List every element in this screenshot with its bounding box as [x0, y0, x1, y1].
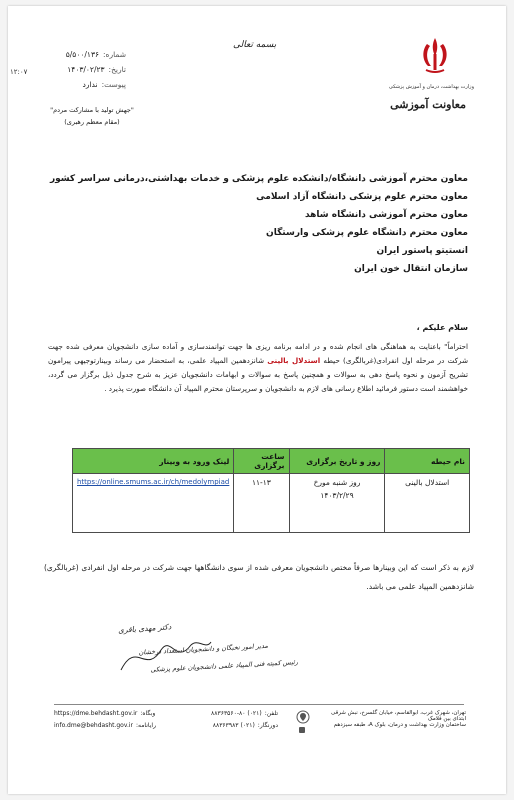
- table-row: [73, 474, 470, 533]
- cell-link: [73, 474, 234, 533]
- email-label: رایانامه:: [135, 722, 156, 729]
- website-value[interactable]: https://dme.behdasht.gov.ir: [54, 710, 138, 717]
- webinar-link[interactable]: https://online.smums.ac.ir/ch/medolympiad: [77, 478, 230, 486]
- location-icon: [296, 710, 310, 724]
- logo-title: معاونت آموزشی: [390, 98, 466, 111]
- header-link: لینک ورود به وبینار: [73, 449, 234, 474]
- footer-address-2: ساختمان وزارت بهداشت و درمان، بلوک A، طبقه سیزدهم: [333, 722, 466, 728]
- footer-divider: [54, 704, 464, 705]
- phone-label: تلفن:: [264, 710, 278, 717]
- logo-subtitle: وزارت بهداشت، درمان و آموزش پزشکی: [388, 84, 474, 90]
- cell-field: [385, 474, 470, 533]
- footer-fax: [213, 722, 278, 729]
- attachment-value: ندارد: [82, 80, 98, 89]
- phone-value: (۰۲۱) ۸۸۳۶۳۵۶۰-۸۰: [211, 710, 262, 717]
- letter-page: [8, 6, 506, 794]
- addressee-line: معاون محترم علوم پزشکی دانشگاه آزاد اسلامی: [256, 192, 468, 202]
- addressee-line: معاون محترم دانشگاه علوم پزشکی وارستگان: [266, 228, 468, 238]
- addressee-line: معاون محترم آموزشی دانشگاه شاهد: [304, 210, 468, 220]
- bismillah: بسمه تعالی: [233, 40, 277, 50]
- letter-number-row: [66, 50, 126, 59]
- footer-website: [54, 710, 155, 717]
- table-header-row: [73, 449, 470, 474]
- date-value: ۱۴۰۳/۲/۲۹: [320, 491, 354, 500]
- side-time: ۱۲:۰۷: [10, 68, 28, 76]
- signature-title-2: رئیس کمیته فنی المپیاد علمی دانشجویان علوم پزشکی: [150, 658, 299, 674]
- date-value: ۱۴۰۳/۰۲/۲۳: [67, 65, 105, 74]
- greeting: سلام علیکم ،: [416, 323, 468, 332]
- signature-scribble-icon: [116, 630, 216, 680]
- body-paragraph: [48, 340, 468, 396]
- addressee-line: انستیتو پاستور ایران: [376, 246, 468, 256]
- attachment-label: پیوست:: [101, 80, 126, 89]
- body-text-part2: شانزدهمین المپیاد علمی، به استحضار می رساند وبینارتوجیهی پیرامون تشریح آزمون و نحوه پاسخ دهی به سوالات و همچنین پاسخ به سوالات و ابهامات دانشجویان عزیز به شرح جدول ذیل برگزار می گردد، خواهشمند است دستور فرمائید اطلاع رسانی های لازم به دانشجویان و سرپرستان محترم المپیاد آن دانشگاه صورت پذیرد .: [48, 356, 468, 393]
- webinar-schedule-table: [72, 448, 470, 533]
- body-text-part1: احتراماً" باعنایت به هماهنگی های انجام شده و در ادامه برنامه ریزی ها جهت توانمندسازی و آماده سازی دانشجویان معرفی شده جهت شرکت در مرحله اول انفرادی(غربالگری) حیطه: [48, 342, 468, 365]
- number-label: شماره:: [103, 50, 126, 59]
- time-value: ۱۱-۱۳: [252, 478, 271, 487]
- letter-attachment-row: [83, 80, 126, 89]
- fax-label: دورنگار:: [257, 722, 278, 729]
- signature-title-1: مدیر امور نخبگان و دانشجویان استعداد درخشان: [138, 641, 269, 657]
- header-time: ساعت برگزاری: [234, 449, 289, 474]
- day-value: روز شنبه مورخ: [313, 478, 361, 487]
- cell-date: [289, 474, 385, 533]
- footer-email: [54, 722, 156, 729]
- field-value: استدلال بالینی: [405, 478, 450, 487]
- phone-icon: [298, 726, 306, 734]
- addressee-line: معاون محترم آموزشی دانشگاه/دانشکده علوم پزشکی و خدمات بهداشتی،درمانی سراسر کشور: [49, 174, 468, 184]
- email-value[interactable]: info.dme@behdasht.gov.ir: [54, 722, 133, 729]
- date-label: تاریخ:: [108, 65, 126, 74]
- note-paragraph: لازم به ذکر است که این وبینارها صرفاً مختص دانشجویان معرفی شده از سوی دانشگاهها جهت شرکت در مرحله اول انفرادی (غربالگری) شانزدهمین المپیاد علمی می باشد.: [44, 563, 474, 591]
- cell-time: [234, 474, 289, 533]
- slogan: "جهش تولید با مشارکت مردم": [50, 106, 134, 114]
- header-date: روز و تاریخ برگزاری: [289, 449, 385, 474]
- number-value: ۵/۵۰۰/۱۳۶: [65, 50, 100, 59]
- iran-emblem-icon: [418, 36, 452, 80]
- signature-name: دکتر مهدی باقری: [117, 622, 172, 635]
- field-highlight: استدلال بالینی: [267, 356, 321, 365]
- website-label: وبگاه:: [140, 710, 156, 717]
- footer-address-1: تهران، شهرک غرب، ابوالقاسم، خیابان گلسرخ، نبش شرقی ابتدای بین فلامک: [331, 710, 466, 722]
- footer-phone: [211, 710, 278, 717]
- slogan-source: (مقام معظم رهبری): [64, 118, 120, 126]
- letter-date-row: [67, 65, 126, 74]
- header-field: نام حیطه: [385, 449, 470, 474]
- addressee-line: سازمان انتقال خون ایران: [354, 264, 468, 274]
- fax-value: (۰۲۱) ۸۸۳۶۳۹۸۳: [212, 722, 255, 729]
